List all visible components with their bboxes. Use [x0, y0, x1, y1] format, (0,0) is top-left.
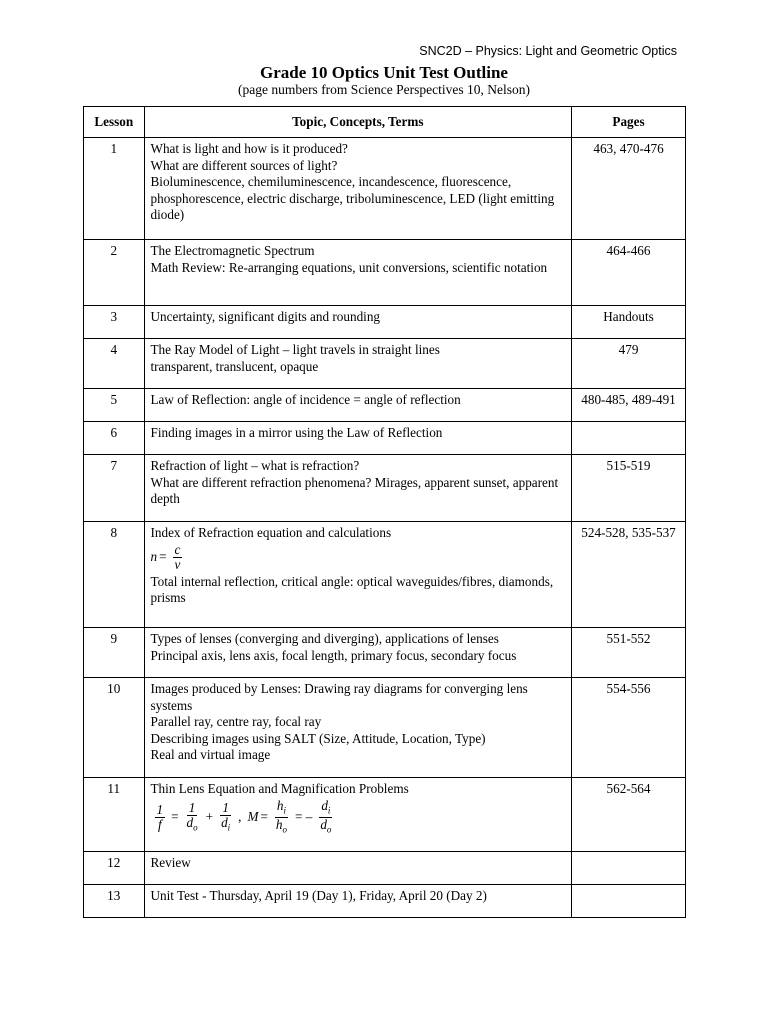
- formula-var: M: [247, 809, 259, 825]
- table-header-row: [84, 107, 686, 138]
- formula-var: d: [321, 797, 328, 813]
- formula-subscript: o: [193, 822, 198, 833]
- topic-cell: [144, 306, 572, 339]
- fraction-numerator: [275, 799, 288, 819]
- pages-cell: 554-556: [572, 678, 686, 778]
- formula-separator: ,: [238, 809, 242, 825]
- topic-cell: [144, 422, 572, 455]
- table-row: [84, 885, 686, 918]
- topic-cell: [144, 389, 572, 422]
- fraction-denominator: [318, 818, 333, 837]
- topic-cell: [144, 339, 572, 389]
- table-row: [84, 422, 686, 455]
- topic-cell: [144, 852, 572, 885]
- topic-line: Thin Lens Equation and Magnification Problems: [150, 781, 409, 796]
- formula-var: h: [275, 817, 283, 833]
- pages-cell: [572, 852, 686, 885]
- formula-var: d: [186, 814, 194, 830]
- document-subtitle: (page numbers from Science Perspectives 10, Nelson): [237, 82, 531, 97]
- topic-cell: [144, 778, 572, 852]
- topic-cell: [144, 138, 572, 240]
- formula-var: d: [320, 817, 327, 833]
- lesson-number: 2: [84, 240, 145, 306]
- formula-var: d: [221, 814, 228, 830]
- pages-cell: 479: [572, 339, 686, 389]
- lesson-number: 7: [84, 455, 145, 522]
- topic-line: Images produced by Lenses: Drawing ray diagrams for converging lens systems: [150, 681, 528, 713]
- topic-cell: [144, 522, 572, 628]
- table-row: [84, 306, 686, 339]
- topic-line: Total internal reflection, critical angle: optical waveguides/fibres, diamonds, prisms: [150, 573, 554, 605]
- formula-fraction: [155, 803, 166, 832]
- formula-fraction: [274, 799, 289, 837]
- table-row: [84, 455, 686, 522]
- topic-cell: [144, 628, 572, 678]
- lesson-number: 13: [84, 885, 145, 918]
- topic-line: Describing images using SALT (Size, Attitude, Location, Type): [150, 730, 486, 746]
- pages-cell: [572, 885, 686, 918]
- fraction-numerator: [319, 799, 332, 819]
- lesson-number: 3: [84, 306, 145, 339]
- pages-cell: 480-485, 489-491: [572, 389, 686, 422]
- formula-fraction: [185, 801, 200, 835]
- header-pages: Pages: [572, 107, 686, 138]
- formula-op: =: [159, 548, 167, 564]
- topic-line: Bioluminescence, chemiluminescence, incandescence, fluorescence, phosphorescence, electric discharge, triboluminescence, LED (light emitting diode): [150, 174, 555, 222]
- table-row: [84, 778, 686, 852]
- topic-line: Law of Reflection: angle of incidence = angle of reflection: [150, 392, 461, 407]
- formula-fraction: [318, 799, 333, 837]
- pages-cell: 515-519: [572, 455, 686, 522]
- topic-line: Types of lenses (converging and diverging), applications of lenses: [150, 631, 499, 646]
- formula-subscript: o: [326, 824, 332, 835]
- table-row: [84, 138, 686, 240]
- formula-fraction: [173, 543, 183, 572]
- fraction-denominator: v: [174, 556, 181, 572]
- table-row: [84, 522, 686, 628]
- fraction-numerator: 1: [222, 799, 229, 815]
- lesson-number: 9: [84, 628, 145, 678]
- fraction-numerator: 1: [156, 802, 164, 818]
- formula-var: h: [276, 797, 284, 813]
- document-title: Grade 10 Optics Unit Test Outline: [260, 63, 508, 82]
- topic-line: The Electromagnetic Spectrum: [150, 243, 315, 258]
- topic-line: Unit Test - Thursday, April 19 (Day 1), Friday, April 20 (Day 2): [150, 888, 487, 903]
- fraction-numerator: 1: [188, 799, 196, 815]
- formula-subscript: i: [227, 822, 231, 833]
- formula-fraction: [219, 801, 232, 835]
- fraction-denominator: [274, 818, 289, 837]
- formula-op: =: [171, 809, 179, 825]
- topic-line: Real and virtual image: [150, 747, 271, 762]
- topic-line: What are different sources of light?: [150, 157, 338, 173]
- header-topic: Topic, Concepts, Terms: [144, 107, 572, 138]
- formula-op: =: [260, 809, 268, 825]
- topic-line: Index of Refraction equation and calculations: [150, 525, 392, 540]
- pages-cell: 562-564: [572, 778, 686, 852]
- topic-cell: [144, 885, 572, 918]
- topic-line: Review: [150, 855, 191, 870]
- formula-subscript: i: [283, 805, 286, 816]
- header-lesson: Lesson: [84, 107, 145, 138]
- refraction-index-formula: [151, 543, 187, 572]
- topic-line: Math Review: Re-arranging equations, unit conversions, scientific notation: [150, 259, 548, 275]
- topic-line: Uncertainty, significant digits and rounding: [150, 309, 381, 324]
- topic-line: The Ray Model of Light – light travels in straight lines: [150, 342, 440, 357]
- lesson-number: 11: [84, 778, 145, 852]
- lesson-number: 10: [84, 678, 145, 778]
- topic-line: What are different refraction phenomena? Mirages, apparent sunset, apparent depth: [150, 474, 559, 506]
- topic-cell: [144, 678, 572, 778]
- pages-cell: 524-528, 535-537: [572, 522, 686, 628]
- table-row: [84, 628, 686, 678]
- formula-op: +: [205, 809, 214, 825]
- topic-line: Finding images in a mirror using the Law of Reflection: [150, 425, 443, 440]
- lesson-number: 6: [84, 422, 145, 455]
- topic-line: What is light and how is it produced?: [150, 141, 348, 156]
- formula-var: n: [150, 548, 158, 564]
- course-header: SNC2D – Physics: Light and Geometric Optics: [419, 44, 677, 58]
- formula-subscript: o: [282, 824, 287, 835]
- pages-cell: 551-552: [572, 628, 686, 678]
- pages-cell: 464-466: [572, 240, 686, 306]
- outline-table: [83, 106, 686, 918]
- table-row: [84, 240, 686, 306]
- topic-line: Refraction of light – what is refraction?: [150, 458, 360, 473]
- lesson-number: 8: [84, 522, 145, 628]
- table-row: [84, 339, 686, 389]
- fraction-numerator: c: [174, 541, 181, 557]
- formula-subscript: i: [327, 805, 331, 816]
- topic-line: transparent, translucent, opaque: [150, 358, 319, 374]
- table-row: [84, 852, 686, 885]
- pages-cell: [572, 422, 686, 455]
- lesson-number: 4: [84, 339, 145, 389]
- fraction-denominator: f: [157, 817, 162, 833]
- table-row: [84, 678, 686, 778]
- lesson-number: 5: [84, 389, 145, 422]
- topic-cell: [144, 455, 572, 522]
- pages-cell: 463, 470-476: [572, 138, 686, 240]
- fraction-denominator: [219, 816, 232, 835]
- formula-op: = –: [295, 809, 313, 825]
- lesson-number: 1: [84, 138, 145, 240]
- topic-line: Principal axis, lens axis, focal length, primary focus, secondary focus: [150, 647, 517, 663]
- lesson-number: 12: [84, 852, 145, 885]
- fraction-denominator: [185, 816, 200, 835]
- thin-lens-formula: [151, 799, 338, 837]
- pages-cell: Handouts: [572, 306, 686, 339]
- topic-line: Parallel ray, centre ray, focal ray: [150, 714, 322, 729]
- table-row: [84, 389, 686, 422]
- topic-cell: [144, 240, 572, 306]
